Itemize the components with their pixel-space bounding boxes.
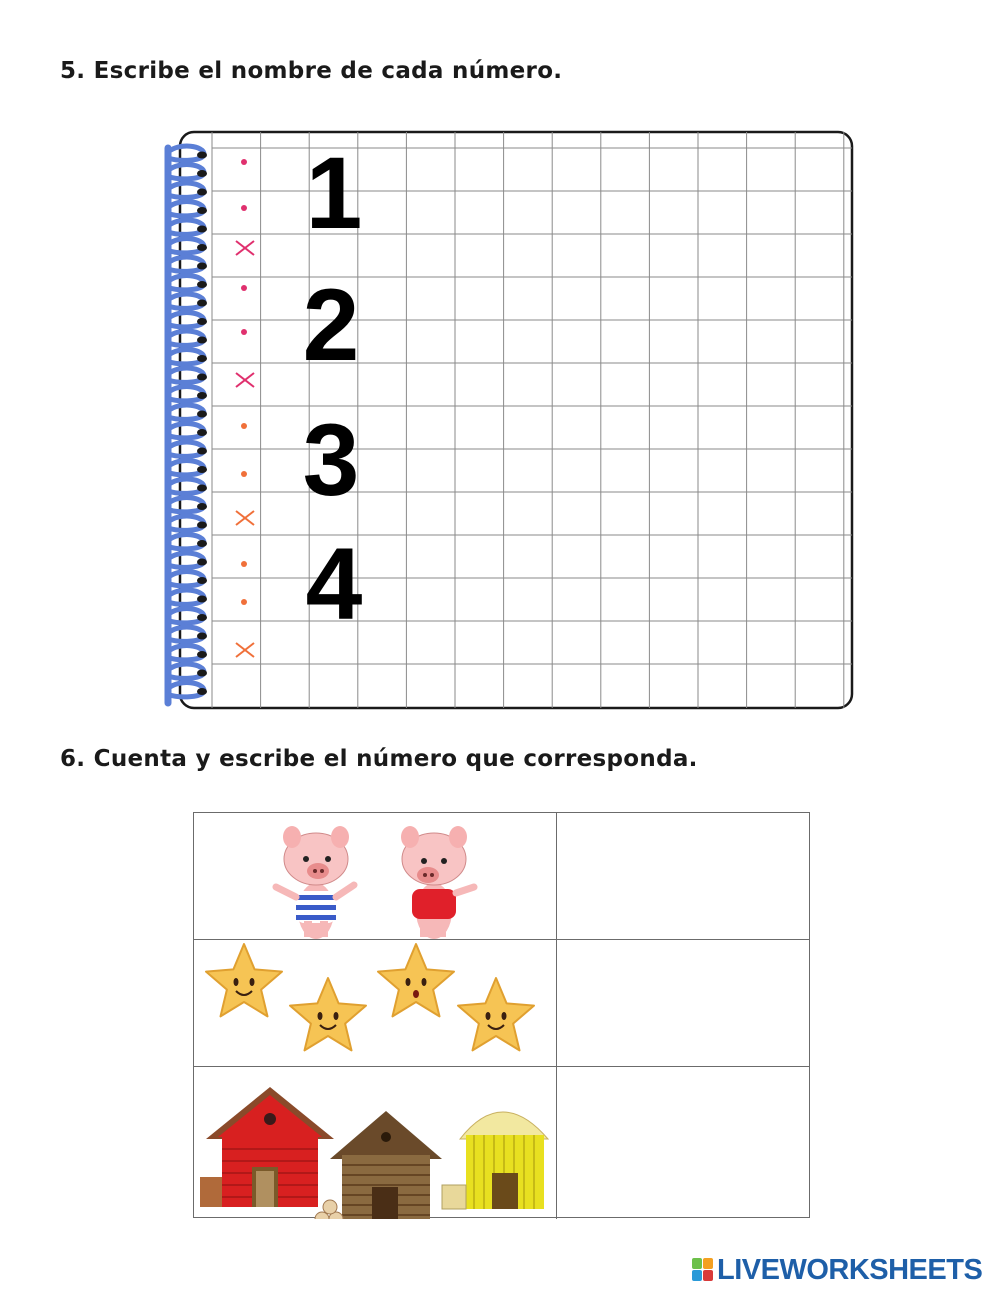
- spiral-hole: [197, 226, 207, 233]
- houses-picture-cell: [194, 1067, 557, 1219]
- spiral-hole: [197, 152, 207, 159]
- spiral-hole: [197, 466, 207, 473]
- pig-illustrations: [194, 813, 557, 940]
- star-image: [290, 978, 366, 1050]
- section-6-title: 6. Cuenta y escribe el número que corresponda.: [60, 746, 698, 772]
- guide-dot: [241, 205, 247, 211]
- star-image: [378, 944, 454, 1016]
- spiral-hole: [197, 540, 207, 547]
- spiral-hole: [197, 411, 207, 418]
- spiral-hole: [197, 577, 207, 584]
- notebook-lines: [160, 128, 860, 718]
- spiral-hole: [197, 651, 207, 658]
- spiral-hole: [197, 485, 207, 492]
- spiral-hole: [197, 207, 207, 214]
- spiral-hole: [197, 559, 207, 566]
- brick-house-image: [200, 1087, 334, 1207]
- notebook-grid: [160, 128, 860, 718]
- table-row: [194, 813, 809, 940]
- star-illustrations: [194, 940, 557, 1067]
- notebook-page: [180, 132, 852, 708]
- spiral-hole: [197, 281, 207, 288]
- liveworksheets-logo: [692, 1253, 982, 1287]
- guide-dot: [241, 561, 247, 567]
- spiral-hole: [197, 189, 207, 196]
- spiral-hole: [197, 688, 207, 695]
- wood-house-image: [315, 1111, 442, 1219]
- pig-image-2: [401, 826, 474, 939]
- spiral-hole: [197, 614, 207, 621]
- logo-icon: [692, 1258, 714, 1282]
- number-3: 3: [302, 403, 360, 517]
- guide-dot: [241, 329, 247, 335]
- pigs-picture-cell: [194, 813, 557, 939]
- section-5-title: 5. Escribe el nombre de cada número.: [60, 58, 563, 84]
- guide-dot: [241, 159, 247, 165]
- stars-picture-cell: [194, 940, 557, 1066]
- straw-house-image: [442, 1112, 548, 1209]
- spiral-hole: [197, 263, 207, 270]
- number-1: 1: [305, 136, 363, 250]
- star-image: [206, 944, 282, 1016]
- guide-dot: [241, 471, 247, 477]
- star-image: [458, 978, 534, 1050]
- spiral-hole: [197, 300, 207, 307]
- spiral-hole: [197, 522, 207, 529]
- spiral-hole: [197, 448, 207, 455]
- table-row: [194, 940, 809, 1067]
- pig-image-1: [276, 826, 354, 939]
- brand-name: LIVEWORKSHEETS: [717, 1253, 983, 1286]
- answer-cell-stars[interactable]: [557, 940, 809, 1066]
- guide-dot: [241, 599, 247, 605]
- number-4: 4: [305, 527, 363, 641]
- table-row: [194, 1067, 809, 1219]
- answer-cell-pigs[interactable]: [557, 813, 809, 939]
- spiral-hole: [197, 244, 207, 251]
- spiral-hole: [197, 374, 207, 381]
- counting-table: [193, 812, 810, 1218]
- guide-dot: [241, 423, 247, 429]
- spiral-hole: [197, 392, 207, 399]
- spiral-hole: [197, 337, 207, 344]
- number-2: 2: [302, 268, 360, 382]
- spiral-hole: [197, 318, 207, 325]
- spiral-hole: [197, 170, 207, 177]
- spiral-hole: [197, 670, 207, 677]
- spiral-hole: [197, 429, 207, 436]
- guide-dot: [241, 285, 247, 291]
- spiral-hole: [197, 355, 207, 362]
- spiral-hole: [197, 633, 207, 640]
- spiral-hole: [197, 596, 207, 603]
- house-illustrations: [194, 1067, 557, 1219]
- spiral-hole: [197, 503, 207, 510]
- answer-cell-houses[interactable]: [557, 1067, 809, 1219]
